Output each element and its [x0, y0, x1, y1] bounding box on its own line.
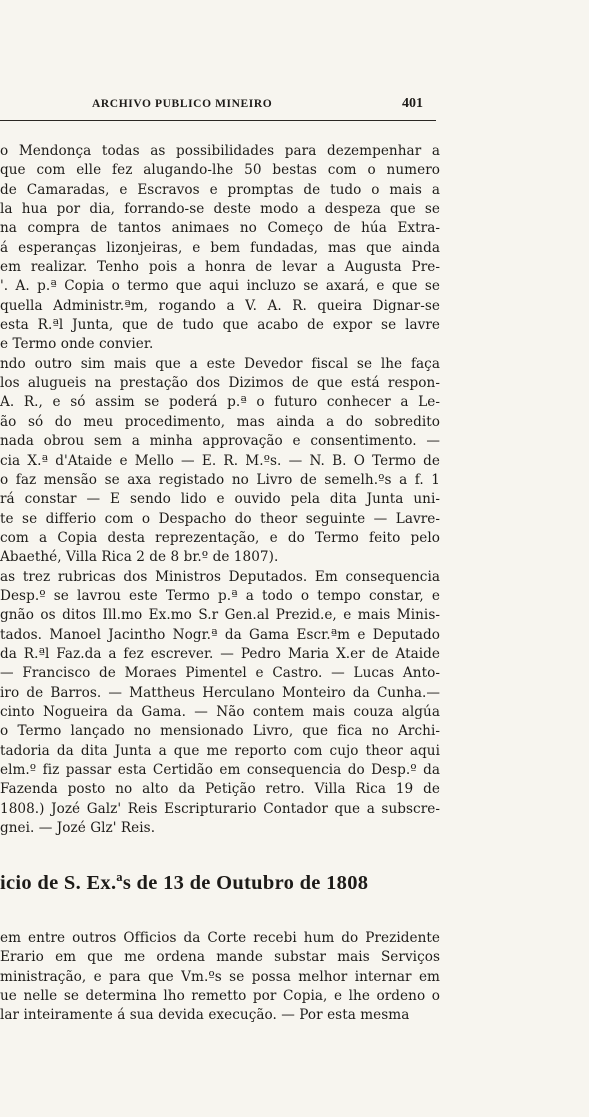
- text-line: iro de Barros. — Mattheus Herculano Monteiro da Cunha.—: [0, 684, 440, 701]
- text-line: que com elle fez alugando-lhe 50 bestas com o numero: [0, 162, 440, 179]
- body-text-paragraph-1: [0, 142, 440, 838]
- text-line: rá constar — E sendo lido e ouvido pela dita Junta uni-: [0, 491, 440, 508]
- text-line: — Francisco de Moraes Pimentel e Castro. — Lucas Anto-: [0, 665, 440, 682]
- text-line: cinto Nogueira da Gama. — Não contem mais couza algúa: [0, 703, 440, 720]
- text-line: em entre outros Officios da Corte recebi hum do Prezidente: [0, 930, 440, 946]
- text-line: ão só do meu procedimento, mas ainda a do sobredito: [0, 413, 440, 430]
- text-line: ndo outro sim mais que a este Devedor fiscal se lhe faça: [0, 355, 440, 372]
- text-line: da R.ªl Faz.da a fez escrever. — Pedro Maria X.er de Ataide: [0, 645, 440, 662]
- text-line: tados. Manoel Jacintho Nogr.ª da Gama Escr.ªm e Deputado: [0, 626, 440, 643]
- text-line: as trez rubricas dos Ministros Deputados. Em consequencia: [0, 568, 440, 585]
- header-rule: [0, 120, 436, 121]
- text-line: o Mendonça todas as possibilidades para dezempenhar a: [0, 143, 440, 159]
- text-line: á esperanças lizonjeiras, e bem fundadas, mas que ainda: [0, 239, 440, 256]
- text-line: quella Administr.ªm, rogando a V. A. R. queira Dignar-se: [0, 297, 440, 314]
- text-line: o Termo lançado no mensionado Livro, que fica no Archi-: [0, 723, 440, 740]
- body-text-paragraph-2: [0, 929, 440, 1026]
- running-header: [0, 96, 440, 122]
- text-line: Erario em que me ordena mande substar mais Serviços: [0, 949, 440, 966]
- text-line: com a Copia desta reprezentação, e do Termo feito pelo: [0, 529, 440, 546]
- text-line: gnão os ditos Ill.mo Ex.mo S.r Gen.al Prezid.e, e mais Minis-: [0, 607, 440, 624]
- page-number: 401: [402, 96, 423, 111]
- text-line: Abaethé, Villa Rica 2 de 8 br.º de 1807).: [0, 549, 279, 566]
- text-line: em realizar. Tenho pois a honra de levar a Augusta Pre-: [0, 259, 440, 276]
- text-line: gnei. — Jozé Glz' Reis.: [0, 820, 156, 837]
- section-heading: icio de S. Ex.ªs de 13 de Outubro de 1808: [0, 872, 369, 894]
- text-line: Desp.º se lavrou este Termo p.ª a todo o tempo constar, e: [0, 587, 440, 604]
- text-line: elm.º fiz passar esta Certidão em consequencia do Desp.º da: [0, 762, 440, 778]
- text-line: lar inteiramente á sua devida execução. — Por esta mesma: [0, 1007, 410, 1024]
- text-line: de Camaradas, e Escravos e promptas de tudo o mais a: [0, 181, 440, 198]
- text-line: o faz mensão se axa registado no Livro de semelh.ºs a f. 1: [0, 471, 440, 488]
- running-title: ARCHIVO PUBLICO MINEIRO: [92, 98, 273, 110]
- text-line: Fazenda posto no alto da Petição retro. Villa Rica 19 de: [0, 781, 440, 798]
- text-line: e Termo onde convier.: [0, 336, 154, 353]
- text-line: 1808.) Jozé Galz' Reis Escripturario Contador que a subscre-: [0, 800, 440, 817]
- text-line: A. R., e só assim se poderá p.ª o futuro conhecer a Le-: [0, 394, 440, 411]
- text-line: te se differio com o Despacho do theor seguinte — Lavre-: [0, 510, 440, 527]
- text-line: tadoria da dita Junta a que me reporto com cujo theor aqui: [0, 742, 440, 759]
- text-line: esta R.ªl Junta, que de tudo que acabo de expor se lavre: [0, 317, 440, 334]
- text-line: los alugueis na prestação dos Dizimos de que está respon-: [0, 375, 440, 392]
- text-line: cia X.ª d'Ataide e Mello — E. R. M.ºs. — N. B. O Termo de: [0, 452, 440, 469]
- text-line: '. A. p.ª Copia o termo que aqui incluzo se axará, e que se: [0, 278, 440, 295]
- text-line: na compra de tantos animaes no Começo de húa Extra-: [0, 220, 440, 237]
- text-line: ue nelle se determina lho remetto por Copia, e lhe ordeno o: [0, 988, 440, 1005]
- text-line: ministração, e para que Vm.ºs se possa melhor internar em: [0, 968, 440, 985]
- text-line: nada obrou sem a minha approvação e consentimento. —: [0, 433, 440, 450]
- text-line: la hua por dia, forrando-se deste modo a despeza que se: [0, 201, 440, 218]
